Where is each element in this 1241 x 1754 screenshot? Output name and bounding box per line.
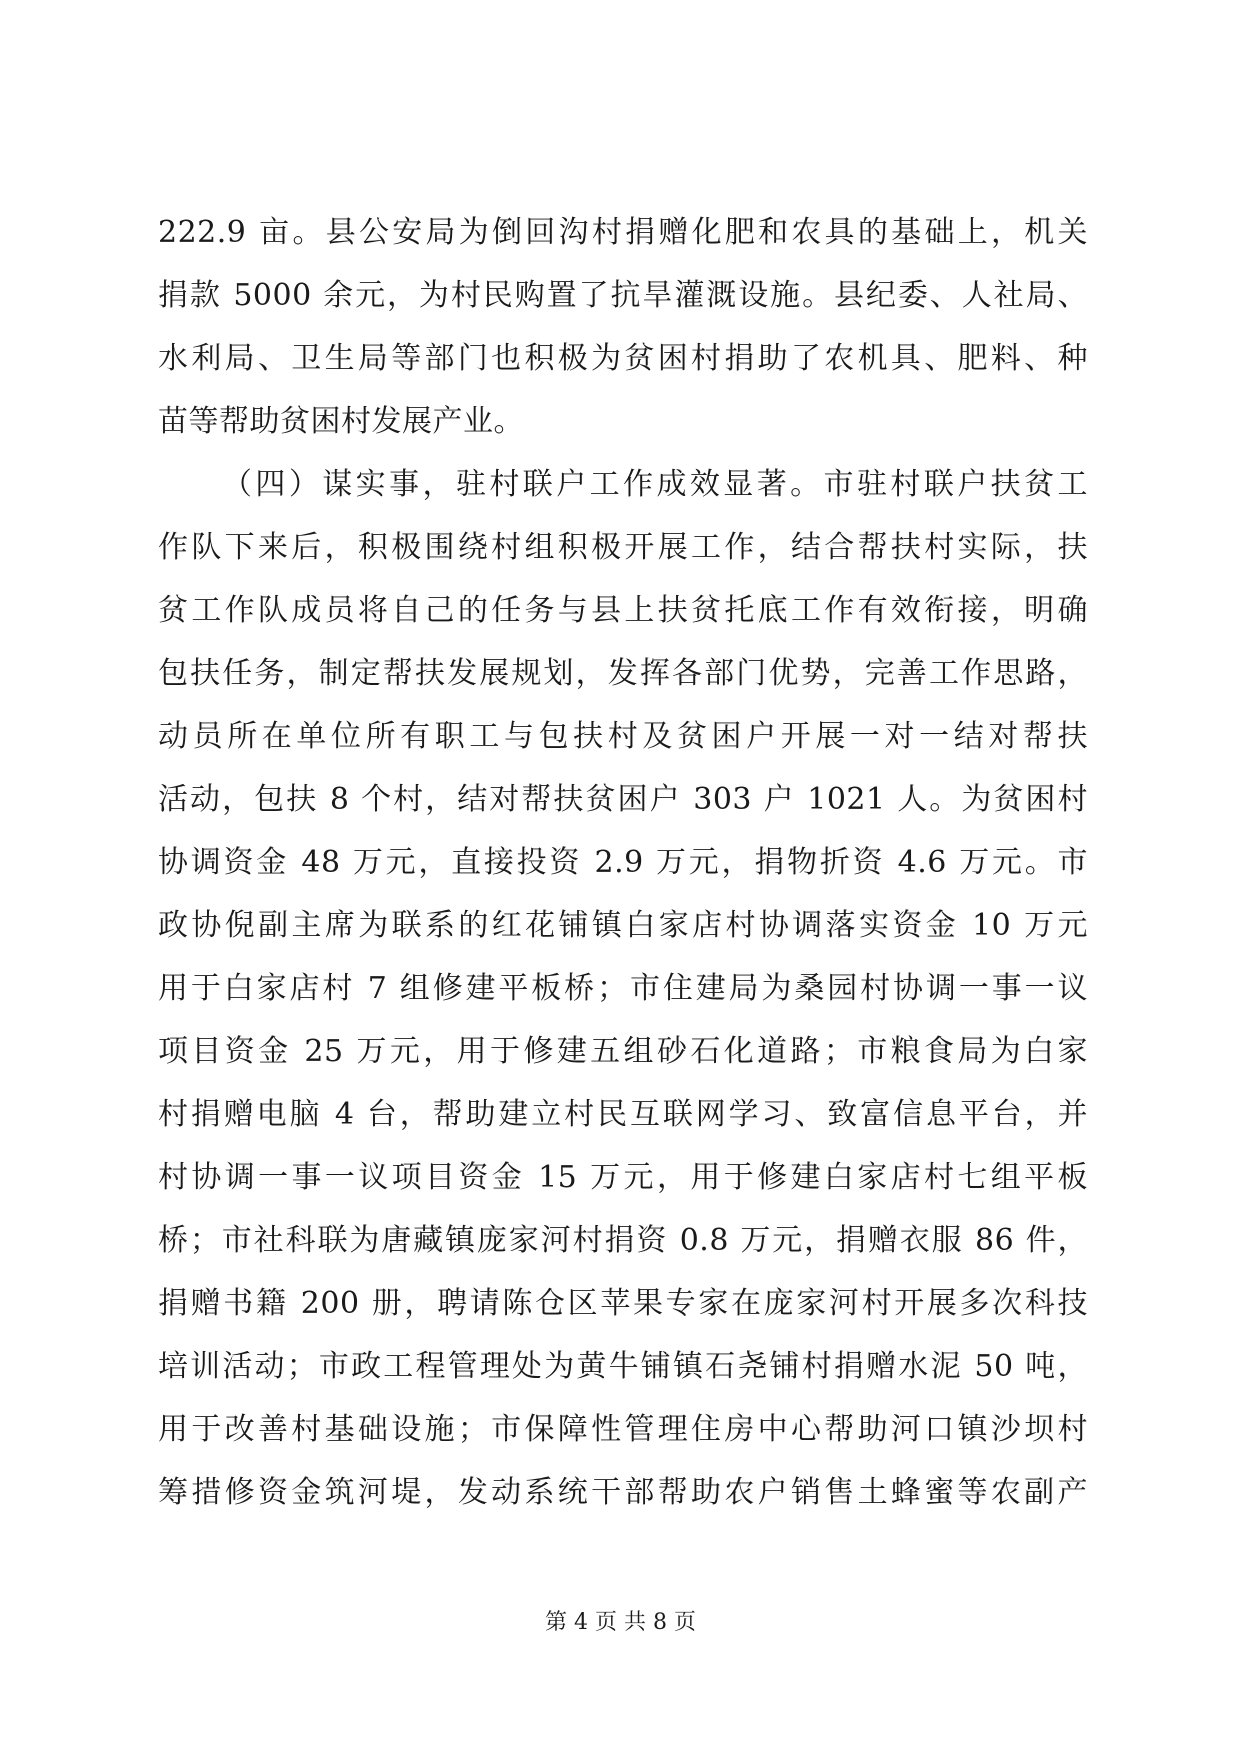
text-line: 作队下来后，积极围绕村组积极开展工作，结合帮扶村实际，扶 bbox=[158, 530, 1088, 565]
text-line: 捐赠书籍 200 册，聘请陈仓区苹果专家在庞家河村开展多次科技 bbox=[158, 1286, 1088, 1321]
text-line: 村协调一事一议项目资金 15 万元，用于修建白家店村七组平板 bbox=[158, 1160, 1088, 1195]
text-line: 活动，包扶 8 个村，结对帮扶贫困户 303 户 1021 人。为贫困村 bbox=[158, 782, 1088, 817]
page-footer: 第 4 页 共 8 页 bbox=[545, 1610, 696, 1635]
text-line: 动员所在单位所有职工与包扶村及贫困户开展一对一结对帮扶 bbox=[158, 719, 1088, 754]
text-line: 222.9 亩。县公安局为倒回沟村捐赠化肥和农具的基础上，机关 bbox=[158, 215, 1088, 250]
body-text bbox=[158, 201, 1088, 1524]
text-line: 贫工作队成员将自己的任务与县上扶贫托底工作有效衔接，明确 bbox=[158, 593, 1088, 628]
text-line: 政协倪副主席为联系的红花铺镇白家店村协调落实资金 10 万元 bbox=[158, 908, 1088, 943]
text-line: 捐款 5000 余元，为村民购置了抗旱灌溉设施。县纪委、人社局、 bbox=[158, 278, 1088, 313]
text-line: （四）谋实事，驻村联户工作成效显著。市驻村联户扶贫工 bbox=[222, 467, 1088, 502]
text-line: 桥；市社科联为唐藏镇庞家河村捐资 0.8 万元，捐赠衣服 86 件， bbox=[158, 1223, 1088, 1258]
text-line: 水利局、卫生局等部门也积极为贫困村捐助了农机具、肥料、种 bbox=[158, 341, 1088, 376]
text-line: 包扶任务，制定帮扶发展规划，发挥各部门优势，完善工作思路， bbox=[158, 656, 1088, 691]
text-line: 村捐赠电脑 4 台，帮助建立村民互联网学习、致富信息平台，并 bbox=[158, 1097, 1088, 1132]
text-line: 项目资金 25 万元，用于修建五组砂石化道路；市粮食局为白家 bbox=[158, 1034, 1088, 1069]
text-line: 协调资金 48 万元，直接投资 2.9 万元，捐物折资 4.6 万元。市 bbox=[158, 845, 1088, 880]
text-line: 用于改善村基础设施；市保障性管理住房中心帮助河口镇沙坝村 bbox=[158, 1412, 1088, 1447]
text-line: 用于白家店村 7 组修建平板桥；市住建局为桑园村协调一事一议 bbox=[158, 971, 1088, 1006]
text-line: 苗等帮助贫困村发展产业。 bbox=[158, 404, 524, 439]
text-line: 筹措修资金筑河堤，发动系统干部帮助农户销售土蜂蜜等农副产 bbox=[158, 1475, 1088, 1510]
text-line: 培训活动；市政工程管理处为黄牛铺镇石尧铺村捐赠水泥 50 吨， bbox=[158, 1349, 1088, 1384]
